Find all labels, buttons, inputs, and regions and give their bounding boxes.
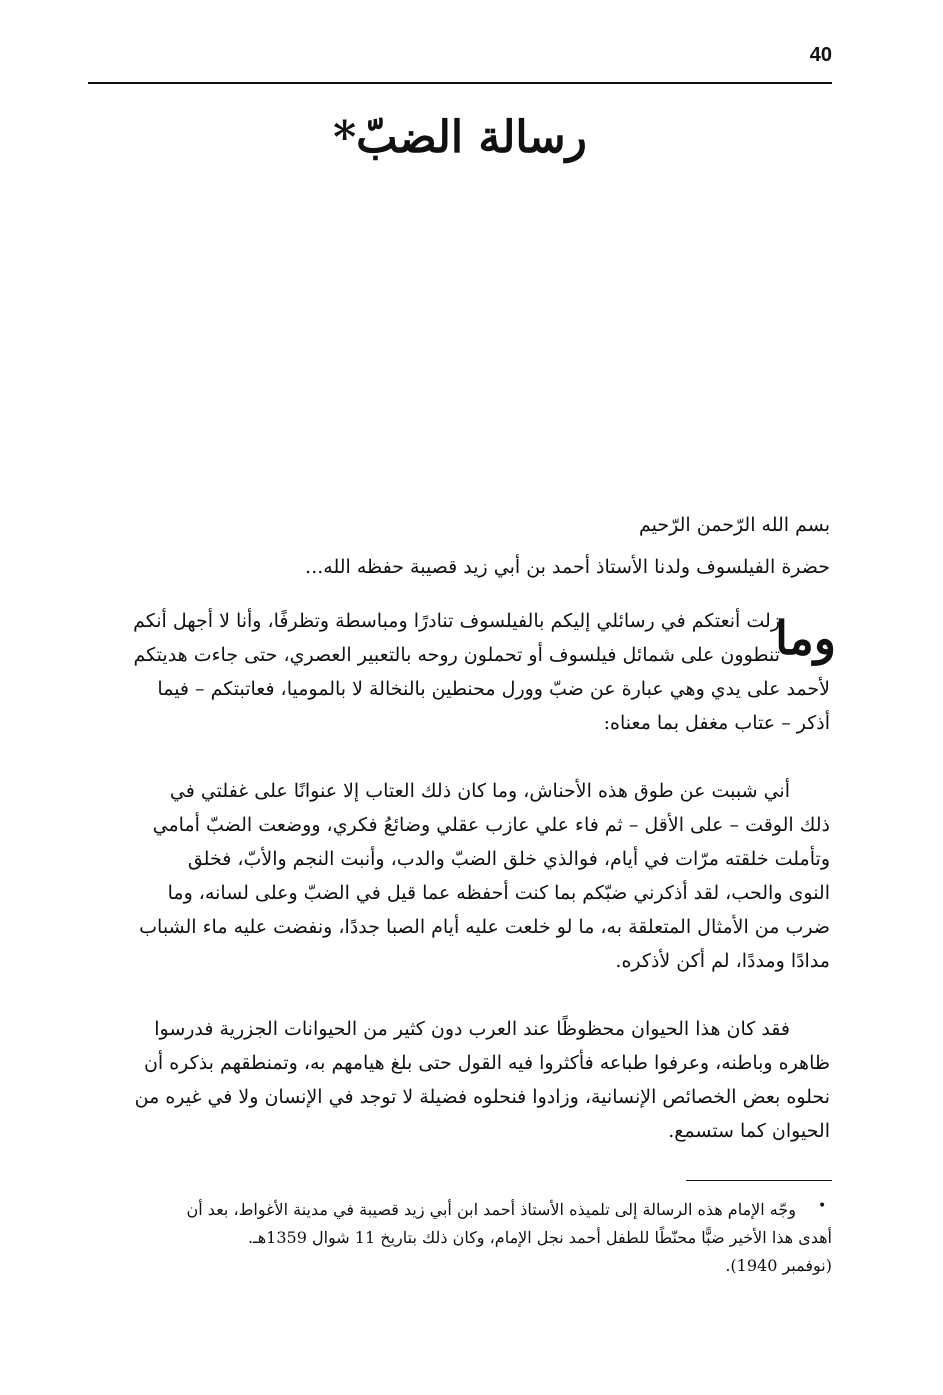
paragraph-line: أني شببت عن طوق هذه الأحناش، وما كان ذلك العتاب إلا عنوانًا على غفلتي في (169, 780, 790, 802)
footnote-marker: • (818, 1198, 827, 1214)
page-number: 40 (809, 44, 832, 66)
page-title: رسالة الضبّ* (333, 112, 587, 163)
footnote (92, 1196, 832, 1280)
paragraph-line: ضرب من الأمثال المتعلقة به، ما لو خلعت عليه أيام الصبا جددًا، ونفضت عليه ماء الشباب (139, 916, 830, 938)
paragraph-line: فقد كان هذا الحيوان محظوظًا عند العرب دون كثير من الحيوانات الجزرية فدرسوا (154, 1018, 790, 1040)
dropcap: وما (775, 611, 836, 665)
paragraph-line: لأحمد على يدي وهي عبارة عن ضبّ وورل محنطين بالنخالة لا بالموميا، فعاتبتكم – فيما (157, 678, 830, 700)
footnote-line: وجّه الإمام هذه الرسالة إلى تلميذه الأستاذ أحمد ابن أبي زيد قصيبة في مدينة الأغواط، بعد أن (186, 1200, 796, 1219)
paragraph-line: ظاهره وباطنه، وعرفوا طباعه فأكثروا فيه القول حتى بلغ هيامهم به، وتمنطقهم بذكره أن (143, 1052, 830, 1074)
paragraph-line: زلت أنعتكم في رسائلي إليكم بالفيلسوف تنادرًا ومباسطة وتظرفًا، وأنا لا أجهل أنكم (133, 610, 780, 632)
basmala (100, 508, 830, 542)
paragraph-line: الحيوان كما ستسمع. (668, 1120, 830, 1142)
salutation (100, 550, 830, 584)
paragraph-line: نحلوه بعض الخصائص الإنسانية، وزادوا فنحلوه فضيلة لا توجد في الإنسان ولا في غيره من (134, 1086, 830, 1108)
paragraph-1 (100, 604, 830, 740)
footnote-line: أهدى هذا الأخير ضبًّا محنّطًا للطفل أحمد نجل الإمام، وكان ذلك بتاريخ 11 شوال 1359هـ. (247, 1228, 832, 1247)
header-rule (88, 82, 832, 84)
paragraph-line: النوى والحب، لقد أذكرني ضبّكم بما كنت أحفظه عما قيل في الضبّ وعلى لسانه، وما (167, 882, 830, 904)
paragraph-2 (100, 774, 830, 978)
salutation-line: حضرة الفيلسوف ولدنا الأستاذ أحمد بن أبي زيد قصيبة حفظه الله... (305, 556, 830, 578)
paragraph-line: ذلك الوقت – على الأقل – ثم فاء علي عازب عقلي وضائعُ فكري، ووضعت الضبّ أمامي (152, 814, 830, 836)
paragraph-line: وتأملت خلقته مرّات في أيام، فوالذي خلق الضبّ والدب، وأنبت النجم والأبّ، فخلق (187, 848, 830, 870)
footnote-rule (686, 1180, 832, 1181)
footnote-line: (نوفمبر 1940). (725, 1256, 832, 1275)
paragraph-line: مدادًا ومددًا، لم أكن لأذكره. (615, 950, 830, 972)
paragraph-line: تنطوون على شمائل فيلسوف أو تحملون روحه بالتعبير العصري، حتى جاءت هديتكم (133, 644, 780, 666)
paragraph-line: أذكر – عتاب مغفل بما معناه: (603, 712, 830, 734)
paragraph-3 (100, 1012, 830, 1148)
basmala-line: بسم الله الرّحمن الرّحيم (639, 514, 830, 536)
